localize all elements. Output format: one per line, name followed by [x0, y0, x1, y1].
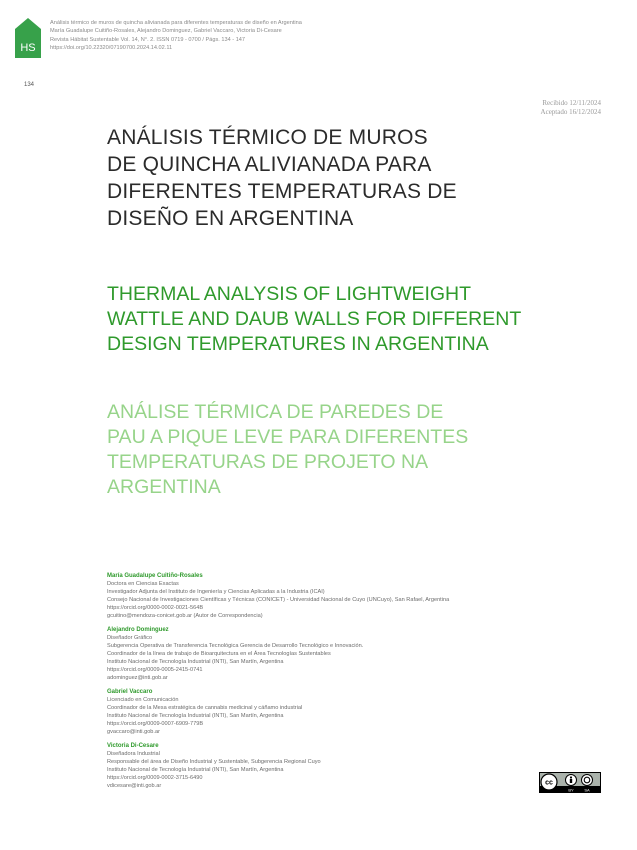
author-orcid-link[interactable]: https://orcid.org/0009-0002-3715-6490 — [107, 775, 203, 781]
author-name: Alejandro Dominguez — [107, 627, 169, 633]
author-degree: Diseñador Gráfico — [107, 635, 153, 641]
header-article-title: Análisis térmico de muros de quincha alivianada para diferentes temperaturas de diseño en Argentina — [50, 20, 302, 26]
author-degree: Doctora en Ciencias Exactas — [107, 581, 179, 587]
author-affiliation: Instituto Nacional de Tecnología Industrial (INTI), San Martín, Argentina — [107, 767, 284, 773]
received-date: Recibido 12/11/2024 — [542, 99, 601, 107]
author-name: María Guadalupe Cuitiño-Rosales — [107, 573, 203, 579]
running-header — [50, 19, 302, 52]
cc-icon: cc — [545, 779, 553, 787]
title-pt-line: ANÁLISE TÉRMICA DE PAREDES DE — [107, 401, 444, 423]
by-label: BY — [568, 787, 574, 793]
author-email-link[interactable]: gvaccaro@inti.gob.ar — [107, 729, 160, 735]
title-es-line: DISEÑO EN ARGENTINA — [107, 207, 354, 230]
header-journal-info: Revista Hábitat Sustentable Vol. 14, N°. 2. ISSN 0719 - 0700 / Págs. 134 - 147 — [50, 36, 246, 43]
title-portuguese — [107, 400, 587, 500]
author-orcid-link[interactable]: https://orcid.org/0009-0005-2415-0741 — [107, 667, 203, 673]
author-block — [107, 572, 527, 620]
author-affiliation: Consejo Nacional de Investigaciones Científicas y Técnicas (CONICET) - Universidad Nacional de Cuyo (UNCuyo), San Rafael, Argentina — [107, 597, 450, 603]
cc-license-badge[interactable] — [539, 772, 601, 793]
author-block — [107, 626, 527, 682]
author-affiliation: Instituto Nacional de Tecnología Industrial (INTI), San Martín, Argentina — [107, 713, 284, 719]
header-authors: María Guadalupe Cuitiño-Rosales, Alejandro Dominguez, Gabriel Vaccaro, Victoria Di-Cesare — [50, 28, 282, 35]
header-doi-link[interactable]: https://doi.org/10.22320/07190700.2024.14.02.11 — [50, 44, 173, 51]
journal-logo — [15, 18, 41, 58]
title-pt-line: PAU A PIQUE LEVE PARA DIFERENTES — [107, 426, 469, 448]
logo-text: HS — [20, 42, 36, 54]
title-es-line: DIFERENTES TEMPERATURAS DE — [107, 180, 457, 203]
title-pt-line: ARGENTINA — [107, 476, 221, 498]
title-en-line: WATTLE AND DAUB WALLS FOR DIFFERENT — [107, 308, 522, 330]
title-es-line: DE QUINCHA ALIVIANADA PARA — [107, 153, 432, 176]
by-icon — [570, 776, 572, 778]
author-orcid-link[interactable]: https://orcid.org/0000-0002-0021-564B — [107, 605, 204, 611]
author-orcid-link[interactable]: https://orcid.org/0009-0007-6909-779B — [107, 721, 204, 727]
author-affiliation: Investigador Adjunta del Instituto de Ingeniería y Ciencias Aplicadas a la Industria (ICAI) — [107, 589, 325, 595]
title-en-line: THERMAL ANALYSIS OF LIGHTWEIGHT — [107, 283, 472, 305]
author-affiliation: Responsable del área de Diseño Industrial y Sustentable, Subgerencia Regional Cuyo — [107, 759, 321, 765]
author-affiliation: Instituto Nacional de Tecnología Industrial (INTI), San Martín, Argentina — [107, 659, 284, 665]
author-name: Victoria Di-Cesare — [107, 743, 159, 749]
author-list — [107, 572, 527, 796]
author-email-link[interactable]: adominguez@inti.gob.ar — [107, 675, 168, 681]
page-number: 134 — [24, 82, 35, 88]
sa-label: SA — [584, 787, 590, 793]
author-degree: Licenciado en Comunicación — [107, 697, 179, 703]
author-block — [107, 688, 527, 736]
author-affiliation: Coordinador de la línea de trabajo de Bioarquitectura en el Área Tecnologías Sustentables — [107, 651, 331, 657]
author-affiliation: Subgerencia Operativa de Transferencia Tecnológica Gerencia de Desarrollo Tecnológico e Innovación. — [107, 643, 364, 649]
author-block — [107, 742, 527, 790]
submission-dates — [541, 99, 601, 117]
title-en-line: DESIGN TEMPERATURES IN ARGENTINA — [107, 333, 489, 355]
author-name: Gabriel Vaccaro — [107, 689, 153, 695]
title-english — [107, 282, 587, 357]
author-email-link[interactable]: vdicesare@inti.gob.ar — [107, 783, 162, 789]
author-affiliation: Coordinador de la Mesa estratégica de cannabis medicinal y cáñamo industrial — [107, 705, 303, 711]
author-degree: Diseñadora Industrial — [107, 751, 160, 757]
accepted-date: Aceptado 16/12/2024 — [540, 108, 601, 116]
title-spanish — [107, 124, 587, 232]
author-email-link[interactable]: gcuitino@mendoza-conicet.gob.ar (Autor de Correspondencia) — [107, 613, 263, 619]
title-pt-line: TEMPERATURAS DE PROJETO NA — [107, 451, 429, 473]
title-es-line: ANÁLISIS TÉRMICO DE MUROS — [107, 126, 428, 149]
